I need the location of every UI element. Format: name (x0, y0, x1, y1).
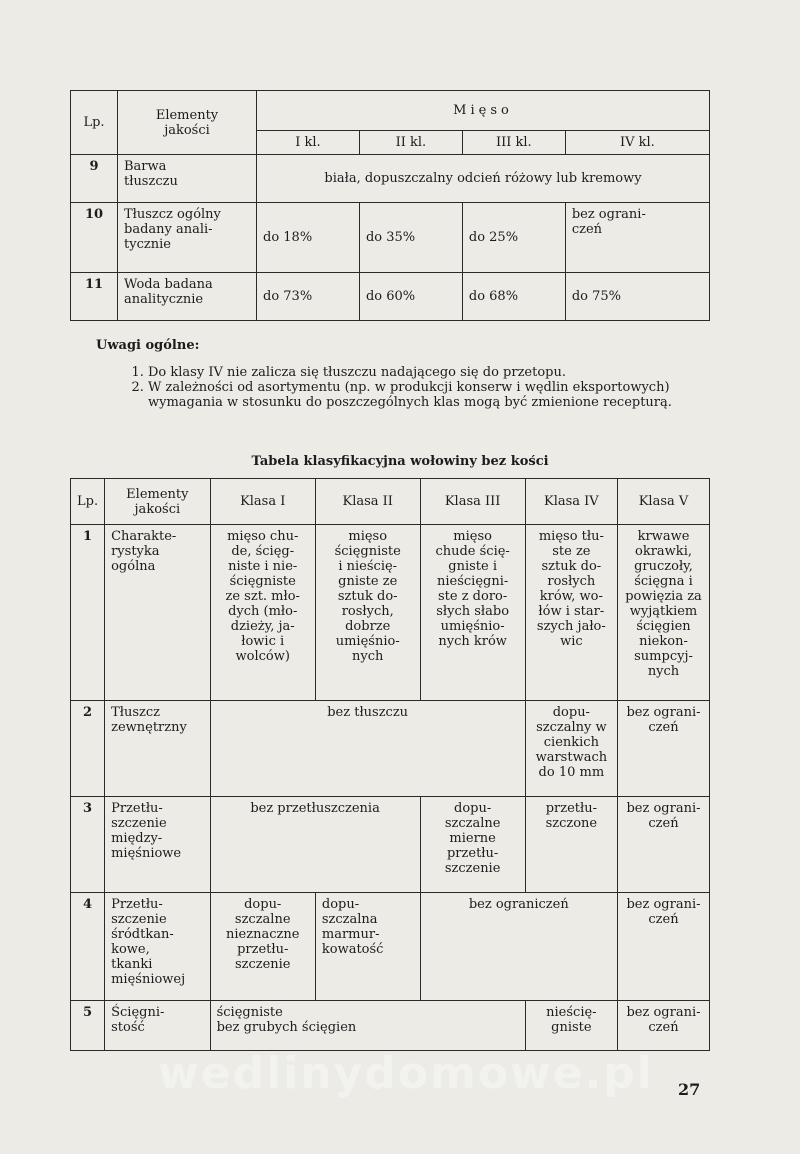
row-element: Przetłu- szczenie między- mięśniowe (105, 797, 210, 893)
table-row (71, 525, 710, 701)
table-row (71, 893, 710, 1001)
row-value: bez ograni- czeń (618, 701, 710, 797)
header-class-2: Klasa II (315, 479, 420, 525)
row-value: krwawe okrawki, gruczoły, ścięgna i powięzia za wyjątkiem ścięgien niekon- sumpcyj- nych (618, 525, 710, 701)
note-item: 1. Do klasy IV nie zalicza się tłuszczu nadającego się do przetopu. (148, 365, 708, 380)
row-value: mięso ścięgniste i nieścię- gniste ze sztuk do- rosłych, dobrze umięśnio- nych (315, 525, 420, 701)
row-element: Tłuszcz zewnętrzny (105, 701, 210, 797)
page-number: 27 (678, 1080, 701, 1099)
table2-title: Tabela klasyfikacyjna wołowiny bez kości (251, 454, 549, 469)
row-value: dopu- szczalne mierne przetłu- szczenie (420, 797, 525, 893)
note-item: 2. W zależności od asortymentu (np. w produkcji konserw i wędlin eksportowych) wymagania w stosunku do poszczególnych klas mogą być zmienione recepturą. (148, 380, 708, 410)
row-element: Ścięgni- stość (105, 1001, 210, 1051)
row-value: do 68% (462, 273, 565, 321)
row-lp: 3 (71, 797, 105, 893)
header-class-4: IV kl. (565, 131, 709, 155)
header-class-3: Klasa III (420, 479, 525, 525)
row-value: do 18% (257, 203, 360, 273)
row-lp: 10 (71, 203, 118, 273)
header-lp: Lp. (71, 479, 105, 525)
header-class-2: II kl. (359, 131, 462, 155)
notes-title: Uwagi ogólne: (96, 338, 200, 353)
row-lp: 5 (71, 1001, 105, 1051)
header-class-1: I kl. (257, 131, 360, 155)
row-lp: 1 (71, 525, 105, 701)
row-value: mięso chu- de, ścięg- niste i nie- ścięgniste ze szt. mło- dych (mło- dzieży, ja- łowic i wolców) (210, 525, 315, 701)
header-class-3: III kl. (462, 131, 565, 155)
header-elements: Elementy jakości (105, 479, 210, 525)
table-row (71, 797, 710, 893)
row-value: nieścię- gniste (525, 1001, 617, 1051)
row-lp: 9 (71, 155, 118, 203)
table-row (71, 155, 710, 203)
row-value: do 35% (359, 203, 462, 273)
row-merged-value: bez przetłuszczenia (210, 797, 420, 893)
row-value: bez ograni- czeń (565, 203, 709, 273)
table-header-row (71, 91, 710, 131)
table-header-row (71, 479, 710, 525)
row-merged-value: ścięgniste bez grubych ścięgien (210, 1001, 525, 1051)
row-lp: 2 (71, 701, 105, 797)
row-value: dopu- szczalna marmur- kowatość (315, 893, 420, 1001)
general-notes (96, 338, 708, 410)
row-value: dopu- szczalny w cienkich warstwach do 10 mm (525, 701, 617, 797)
row-value: bez ograni- czeń (618, 893, 710, 1001)
row-merged-value: bez tłuszczu (210, 701, 525, 797)
row-merged-value: biała, dopuszczalny odcień różowy lub kremowy (257, 155, 710, 203)
row-lp: 11 (71, 273, 118, 321)
table-row (71, 1001, 710, 1051)
row-value: do 25% (462, 203, 565, 273)
header-lp: Lp. (71, 91, 118, 155)
row-merged-value: bez ograniczeń (420, 893, 617, 1001)
beef-classification-table (70, 478, 710, 1051)
table-row (71, 701, 710, 797)
header-class-4: Klasa IV (525, 479, 617, 525)
header-class-5: Klasa V (618, 479, 710, 525)
watermark: wedlinydomowe.pl (158, 1048, 654, 1099)
table-row (71, 273, 710, 321)
row-value: bez ograni- czeń (618, 1001, 710, 1051)
row-value: do 75% (565, 273, 709, 321)
header-meat: Mięso (257, 91, 710, 131)
header-class-1: Klasa I (210, 479, 315, 525)
header-elements: Elementy jakości (118, 91, 257, 155)
row-value: mięso chude ścię- gniste i nieścięgni- ste z doro- słych słabo umięśnio- nych krów (420, 525, 525, 701)
table-row (71, 203, 710, 273)
row-value: do 73% (257, 273, 360, 321)
row-element: Charakte- rystyka ogólna (105, 525, 210, 701)
row-value: dopu- szczalne nieznaczne przetłu- szczenie (210, 893, 315, 1001)
row-lp: 4 (71, 893, 105, 1001)
row-value: mięso tłu- ste ze sztuk do- rosłych krów, wo- łów i star- szych jało- wic (525, 525, 617, 701)
row-value: bez ograni- czeń (618, 797, 710, 893)
meat-quality-table (70, 90, 710, 321)
row-element: Barwa tłuszczu (118, 155, 257, 203)
row-value: do 60% (359, 273, 462, 321)
row-value: przetłu- szczone (525, 797, 617, 893)
row-element: Przetłu- szczenie śródtkan- kowe, tkanki mięśniowej (105, 893, 210, 1001)
notes-list (96, 365, 708, 410)
row-element: Tłuszcz ogólny badany anali- tycznie (118, 203, 257, 273)
row-element: Woda badana analitycznie (118, 273, 257, 321)
